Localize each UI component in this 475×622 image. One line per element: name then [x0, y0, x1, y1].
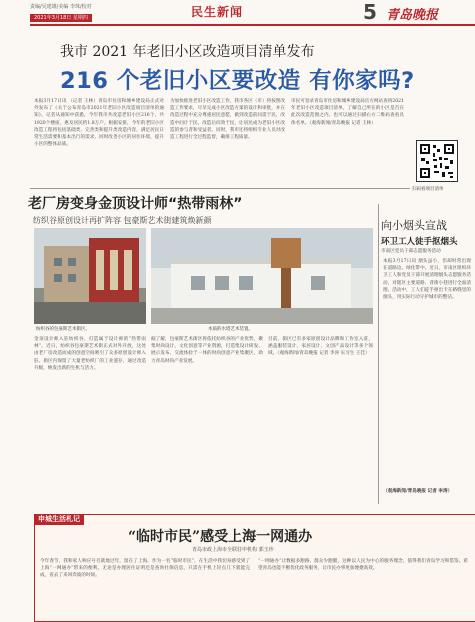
- page-header: [0, 0, 475, 26]
- textile-valley-photo: [34, 228, 146, 324]
- column-label: 申城生活札记: [34, 514, 84, 525]
- lead-kicker: 我市 2021 年老旧小区改造项目清单发布: [60, 44, 315, 60]
- photo-caption-left: 纺织谷的包豪斯艺术街区。: [36, 327, 90, 332]
- section-divider: [30, 188, 410, 189]
- photo-caption-right: 木质的水塔艺术装置。: [208, 327, 253, 332]
- page-number: 5: [363, 0, 377, 24]
- column-body-2: “一网通办”让数据多跑路、群众少跑腿，这种以人民为中心的服务理念，值得我们青岛学习和借鉴。希望青岛也能不断优化政务服务，让市民办事更加便捷高效。: [258, 559, 468, 572]
- story2-column-1: 金顶设计师入驻纺织谷，打造属于设计师的“热带雨林”。近日，纺织谷包豪斯艺术街正式对外开放，这处由老厂房改造而成的创意空间吸引了众多原创设计师入驻。街区内保留了大量老纺织厂的工业遗存，通过改造升级，焕发出新的生机与活力。: [34, 337, 146, 371]
- lead-column-1: 本报3月17日讯 （记者 王林）青岛市住房和城乡建设局正式对外发布了《关于公布青岛市2021年老旧小区改造项目清单的通知》。记者从通知中获悉，今年我市共改造老旧小区216个，共1920个楼座，惠及居民约1.8万户。根据安排，今年的老旧小区改造工程将包括基础类、完善类和提升类改造内容，满足居民日常生活需要和基本出行的需求，同时改善小区的居住环境，提升小区的整体品质。: [34, 99, 164, 148]
- side-divider: [378, 204, 379, 504]
- header-rule: [30, 24, 475, 26]
- editor-credits: 责编/吴建雄/美编 李珠/校对: [30, 4, 92, 10]
- side-byline: 市南区党员干部志愿服务活动: [381, 249, 441, 254]
- story2-headline[interactable]: 老厂房变身金顶设计师“热带雨林”: [28, 196, 243, 212]
- side-body: 本报3月17日讯 烟头虽小，但却时常出现在道路边、绿化带中。近日，市南区组织环卫工人和党员干部开展清理烟头志愿服务活动，对辖区主要道路、背街小巷进行全面清理。活动中，工人们徒手抠出卡在路缝里的烟头，用实际行动守护城市的整洁。: [383, 259, 471, 301]
- water-tower-photo: [151, 228, 373, 324]
- masthead-logo: 青岛晚报: [386, 8, 439, 23]
- story2-subhead: 纺织谷原创设计再扩阵容 包豪斯艺术街建筑焕新颜: [33, 216, 212, 225]
- section-title: 民生新闻: [191, 5, 244, 19]
- column-body-1: 今年春节，我和家人响应号召就地过年，留在了上海。作为一名“临时市民”，在生活中我切身感受到了上海“一网通办”带来的便利。无论是办理居住证明还是查询社保信息，只需在手机上轻点几下就能完成，省去了来回奔波的时间。: [40, 559, 250, 579]
- lead-column-2: 为加快推进老旧小区改造工作，我市各区（市）将按照改造工作要求，尽早完成小区改造方案的设计和审批，并在改造过程中充分尊重居民意愿，做到改造前问需于民、改造中问计于民、改造后问效于民，让居民成为老旧小区改造的参与者和受益者。同时，我市还将组织专业人员对改造工程进行全过程监督，确保工程质量。: [170, 99, 285, 141]
- lead-column-3: 市民可登录青岛市住房和城乡建设局官方网站查询2021年老旧小区改造项目清单，了解自己所在的小区是否在此次改造范围之内。也可以通过扫描右方二维码查看具体名单。（观海新闻/青岛晚报 记者 王林）: [291, 99, 404, 126]
- qr-code-icon[interactable]: [416, 140, 458, 182]
- qr-caption: 扫码看项目清单: [412, 187, 444, 192]
- side-title[interactable]: 向小烟头宣战: [381, 219, 447, 232]
- side-subtitle: 环卫工人徒手抠烟头: [381, 237, 458, 247]
- story2-column-2: 据了解，包豪斯艺术街区将依托纺织谷的产业优势，聚集时尚设计、文化创意等产业资源，打造集设计研发、展示发布、交流体验于一体的时尚创意产业集聚区，助力青岛时尚产业发展。: [151, 337, 263, 364]
- story2-column-3: 目前，街区已有多家原创设计品牌和工作室入驻，涵盖服装设计、家居设计、文创产品设计等多个领域。（观海新闻/青岛晚报 记者 李涛 实习生 王佳）: [268, 337, 373, 357]
- issue-date: 2021年3月18日 星期四: [30, 14, 92, 22]
- lead-headline[interactable]: 216 个老旧小区要改造 有你家吗?: [60, 68, 415, 94]
- column-headline[interactable]: “临时市民”感受上海一网通办: [128, 529, 313, 545]
- column-byline: 青岛市政上海市全联驻申机构 郭玉珍: [192, 547, 274, 553]
- side-credit: （观海新闻/青岛晚报 记者 李涛）: [383, 489, 453, 494]
